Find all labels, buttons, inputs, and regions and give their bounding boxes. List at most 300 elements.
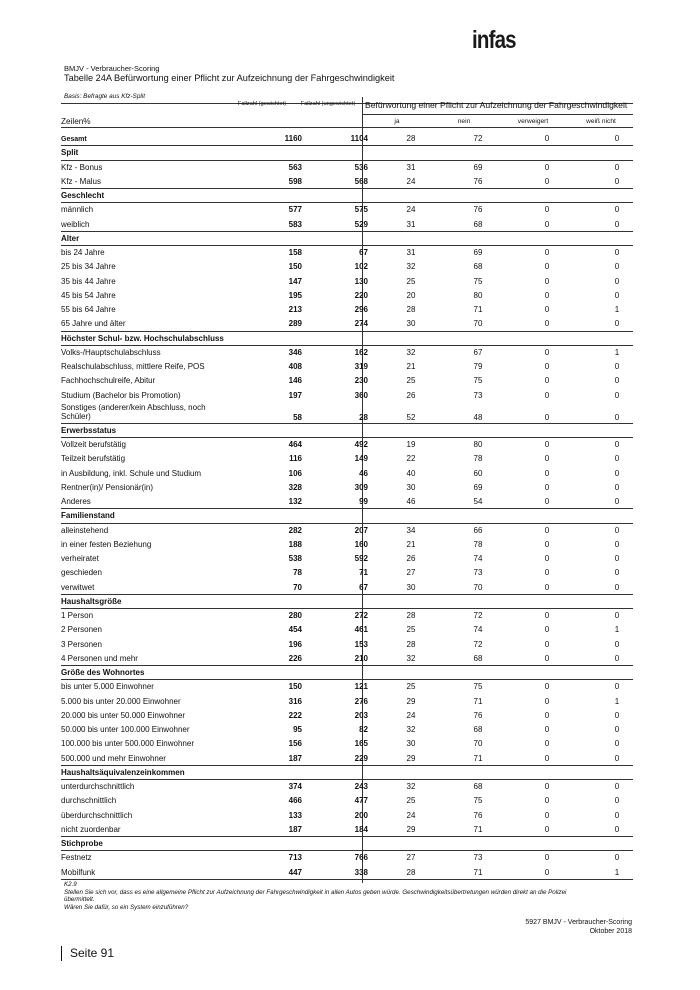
cell-fallzahl-unweighted: 207 [354, 525, 368, 535]
cell-fallzahl-unweighted: 338 [354, 867, 368, 877]
cell-fallzahl-unweighted: 492 [354, 440, 368, 449]
cell-nein: 71 [473, 753, 483, 763]
cell-fallzahl-weighted: 282 [288, 525, 302, 535]
table-row [61, 680, 633, 694]
cell-verweigert: 0 [544, 782, 550, 791]
cell-ja: 21 [406, 362, 416, 371]
cell-verweigert: 0 [544, 454, 550, 464]
header-weiss-nicht: weiß nicht [586, 118, 616, 125]
row-label: Teilzeit berufstätig [61, 454, 126, 464]
header-group: Befürwortung einer Pflicht zur Aufzeichnung der Fahrgeschwindigkeit [365, 100, 628, 110]
cell-weiss-nicht: 0 [614, 796, 620, 806]
cell-weiss-nicht: 0 [614, 290, 620, 300]
cell-fallzahl-weighted: 464 [288, 440, 302, 449]
cell-nein: 68 [473, 219, 483, 229]
footer-date: Oktober 2018 [589, 927, 632, 935]
section-header-row [61, 232, 633, 246]
cell-nein: 74 [473, 625, 483, 635]
cell-fallzahl-unweighted: 67 [359, 248, 368, 257]
cell-weiss-nicht: 0 [614, 248, 620, 257]
cell-fallzahl-unweighted: 477 [354, 796, 368, 806]
cell-nein: 68 [473, 782, 483, 791]
table-row [61, 609, 633, 623]
cell-weiss-nicht: 0 [614, 824, 620, 834]
section-header-row [61, 332, 633, 346]
cell-nein: 76 [473, 710, 483, 720]
row-label: 3 Personen [61, 639, 102, 649]
cell-nein: 69 [473, 248, 483, 257]
cell-fallzahl-weighted: 583 [288, 219, 302, 229]
table-row [61, 467, 633, 481]
cell-fallzahl-weighted: 713 [288, 853, 302, 863]
section-header-row [61, 595, 633, 609]
row-label: 500.000 und mehr Einwohner [61, 753, 166, 763]
row-label: geschieden [61, 568, 102, 578]
cell-weiss-nicht: 0 [614, 525, 620, 535]
cell-ja: 27 [406, 853, 416, 863]
table-row [61, 823, 633, 837]
cell-weiss-nicht: 1 [614, 696, 620, 706]
cell-weiss-nicht: 0 [614, 376, 620, 386]
cell-verweigert: 0 [544, 611, 550, 620]
cell-fallzahl-unweighted: 99 [359, 497, 368, 506]
cell-ja: 32 [406, 347, 416, 357]
cell-fallzahl-weighted: 188 [288, 539, 302, 549]
cell-ja: 29 [406, 824, 416, 834]
cell-nein: 71 [473, 305, 483, 314]
row-label: Realschulabschluss, mittlere Reife, POS [61, 362, 205, 371]
cell-nein: 76 [473, 176, 483, 186]
cell-nein: 70 [473, 319, 483, 329]
cell-fallzahl-weighted: 289 [288, 319, 302, 329]
cell-fallzahl-weighted: 187 [288, 824, 302, 834]
cell-fallzahl-weighted: 1160 [284, 134, 302, 143]
row-label: 35 bis 44 Jahre [61, 276, 116, 286]
section-header-row [61, 509, 633, 523]
cell-ja: 32 [406, 725, 416, 734]
table-row [61, 652, 633, 666]
cell-nein: 73 [473, 390, 483, 400]
cell-verweigert: 0 [544, 739, 550, 749]
cell-verweigert: 0 [544, 205, 550, 215]
row-label: männlich [61, 205, 94, 215]
cell-weiss-nicht: 0 [614, 205, 620, 215]
cell-fallzahl-unweighted: 220 [354, 290, 368, 300]
table-row [61, 175, 633, 189]
row-label: Erwerbsstatus [61, 425, 117, 435]
footnote-question-3: Wären Sie dafür, so ein System einzuführen? [64, 903, 189, 911]
cell-ja: 30 [406, 482, 416, 492]
cell-verweigert: 0 [544, 653, 550, 663]
cell-nein: 66 [473, 525, 483, 535]
cell-nein: 75 [473, 376, 483, 386]
cell-weiss-nicht: 0 [614, 262, 620, 272]
cell-ja: 46 [406, 497, 416, 506]
cell-verweigert: 0 [544, 412, 550, 422]
cell-nein: 54 [473, 497, 483, 506]
cell-fallzahl-unweighted: 309 [354, 482, 368, 492]
cell-weiss-nicht: 0 [614, 176, 620, 186]
table-row [61, 794, 633, 808]
header-verweigert: verweigert [517, 118, 549, 125]
row-label: Sonstiges (anderer/kein Abschluss, noch Schüler) [61, 402, 206, 421]
cell-verweigert: 0 [544, 525, 550, 535]
cell-weiss-nicht: 0 [614, 782, 620, 791]
infas-logo: infas [472, 26, 516, 54]
cell-fallzahl-weighted: 116 [289, 454, 302, 464]
cell-weiss-nicht: 1 [614, 625, 620, 635]
cell-nein: 72 [473, 611, 483, 620]
cell-fallzahl-unweighted: 360 [354, 390, 368, 400]
header-fallzahl-weighted: Fallzahl (gewichtet) [237, 101, 287, 107]
row-label: Vollzeit berufstätig [61, 440, 126, 449]
cell-fallzahl-unweighted: 272 [354, 611, 368, 620]
cell-ja: 24 [406, 176, 416, 186]
cell-verweigert: 0 [544, 810, 550, 820]
cell-nein: 69 [473, 482, 483, 492]
row-label: 1 Person [61, 611, 94, 620]
cell-fallzahl-weighted: 222 [288, 710, 302, 720]
cell-fallzahl-weighted: 195 [288, 290, 302, 300]
table-row [61, 866, 633, 880]
header-ja: ja [394, 118, 400, 125]
cell-fallzahl-unweighted: 184 [354, 824, 368, 834]
row-label: bis 24 Jahre [61, 248, 105, 257]
cell-weiss-nicht: 0 [614, 810, 620, 820]
cell-weiss-nicht: 0 [614, 454, 620, 464]
cell-fallzahl-unweighted: 149 [354, 454, 368, 464]
row-label: in Ausbildung, inkl. Schule und Studium [61, 468, 202, 478]
table-row [61, 452, 633, 466]
cell-ja: 19 [406, 440, 416, 449]
cell-nein: 75 [473, 276, 483, 286]
cell-verweigert: 0 [544, 162, 550, 172]
table-row [61, 317, 633, 331]
cell-ja: 28 [406, 867, 416, 877]
cell-ja: 40 [406, 468, 416, 478]
cell-nein: 68 [473, 262, 483, 272]
cell-verweigert: 0 [544, 440, 550, 449]
section-header-row [61, 766, 633, 780]
cell-ja: 29 [406, 696, 416, 706]
table-row [61, 389, 633, 403]
footnote-question-2: übermittelt. [64, 896, 95, 904]
cell-nein: 68 [473, 725, 483, 734]
cell-nein: 76 [473, 205, 483, 215]
row-label: Stichprobe [61, 839, 103, 848]
row-label: verheiratet [61, 554, 99, 563]
row-label: 100.000 bis unter 500.000 Einwohner [61, 739, 194, 749]
cell-verweigert: 0 [544, 682, 550, 692]
row-label: Familienstand [61, 511, 115, 521]
cell-fallzahl-unweighted: 296 [354, 305, 368, 314]
cell-verweigert: 0 [544, 290, 550, 300]
cell-ja: 32 [406, 653, 416, 663]
page-number: Seite 91 [70, 946, 115, 960]
cell-verweigert: 0 [544, 219, 550, 229]
row-label: Kfz - Bonus [61, 162, 103, 172]
table-row [61, 752, 633, 766]
footnote-code: K2.9 [64, 881, 77, 888]
cell-verweigert: 0 [544, 582, 550, 592]
project-name: BMJV - Verbraucher-Scoring [64, 64, 160, 73]
row-label: Mobilfunk [61, 867, 96, 877]
section-header-row [61, 837, 633, 851]
row-label: Alter [61, 233, 80, 243]
cell-nein: 78 [473, 539, 483, 549]
table-row [61, 438, 633, 452]
cell-fallzahl-weighted: 132 [288, 497, 302, 506]
cell-ja: 24 [406, 810, 416, 820]
cell-weiss-nicht: 1 [614, 305, 620, 314]
table-row [61, 809, 633, 823]
cell-verweigert: 0 [544, 710, 550, 720]
row-label: Fachhochschulreife, Abitur [61, 376, 156, 386]
cell-nein: 68 [473, 653, 483, 663]
cell-fallzahl-weighted: 466 [288, 796, 302, 806]
cell-fallzahl-unweighted: 162 [354, 347, 368, 357]
table-row [61, 403, 633, 424]
cell-fallzahl-weighted: 316 [288, 696, 302, 706]
row-label: Geschlecht [61, 191, 105, 200]
cell-weiss-nicht: 0 [614, 853, 620, 863]
cell-verweigert: 0 [544, 625, 550, 635]
cell-verweigert: 0 [544, 319, 550, 329]
cell-weiss-nicht: 0 [614, 611, 620, 620]
header-zeilen-prozent: Zeilen% [61, 117, 91, 126]
cell-weiss-nicht: 1 [614, 867, 620, 877]
row-label: Studium (Bachelor bis Promotion) [61, 390, 181, 400]
row-label: 20.000 bis unter 50.000 Einwohner [61, 710, 186, 720]
cell-fallzahl-weighted: 58 [293, 412, 302, 422]
cell-weiss-nicht: 0 [614, 482, 620, 492]
cell-ja: 28 [406, 611, 416, 620]
cell-weiss-nicht: 0 [614, 362, 620, 371]
cell-nein: 60 [473, 468, 483, 478]
cell-nein: 73 [473, 853, 483, 863]
cell-nein: 75 [473, 682, 483, 692]
cell-fallzahl-weighted: 563 [288, 162, 302, 172]
total-row [61, 132, 633, 146]
cell-fallzahl-weighted: 598 [288, 176, 302, 186]
row-label: bis unter 5.000 Einwohner [61, 682, 154, 692]
cell-fallzahl-unweighted: 130 [354, 276, 368, 286]
cell-weiss-nicht: 0 [614, 162, 620, 172]
cell-fallzahl-weighted: 196 [288, 639, 302, 649]
cell-nein: 74 [473, 554, 483, 563]
row-label: 50.000 bis unter 100.000 Einwohner [61, 725, 190, 734]
row-label: Haushaltsäquivalenzeinkommen [61, 767, 185, 777]
row-label: Kfz - Malus [61, 176, 102, 186]
cell-fallzahl-unweighted: 274 [354, 319, 368, 329]
table-row [61, 581, 633, 595]
cell-verweigert: 0 [544, 482, 550, 492]
cell-fallzahl-unweighted: 121 [354, 682, 368, 692]
cell-fallzahl-unweighted: 243 [354, 782, 368, 791]
cell-verweigert: 0 [544, 362, 550, 371]
table-row [61, 275, 633, 289]
row-label: 2 Personen [61, 625, 102, 635]
cell-fallzahl-unweighted: 203 [354, 710, 368, 720]
footer-project-line: 5927 BMJV - Verbraucher-Scoring [525, 919, 632, 926]
row-label: überdurchschnittlich [61, 810, 133, 820]
cell-verweigert: 0 [544, 539, 550, 549]
table-row [61, 161, 633, 175]
cell-weiss-nicht: 0 [614, 568, 620, 578]
row-label: Volks-/Hauptschulabschluss [61, 347, 161, 357]
row-label: alleinstehend [61, 525, 109, 535]
cell-nein: 76 [473, 810, 483, 820]
cell-fallzahl-unweighted: 160 [354, 539, 368, 549]
cell-ja: 21 [406, 539, 416, 549]
row-label: Größe des Wohnortes [61, 668, 145, 677]
cell-weiss-nicht: 0 [614, 582, 620, 592]
row-rule [61, 879, 633, 880]
cell-nein: 72 [473, 134, 483, 143]
cell-verweigert: 0 [544, 276, 550, 286]
section-header-row [61, 666, 633, 680]
row-label: Höchster Schul- bzw. Hochschulabschluss [61, 333, 224, 343]
cell-verweigert: 0 [544, 554, 550, 563]
table-row [61, 260, 633, 274]
cell-ja: 31 [406, 162, 416, 172]
cell-fallzahl-unweighted: 592 [354, 554, 368, 563]
row-label: in einer festen Beziehung [61, 539, 152, 549]
table-row [61, 495, 633, 509]
cell-fallzahl-weighted: 147 [288, 276, 302, 286]
table-row [61, 303, 633, 317]
cell-nein: 69 [473, 162, 483, 172]
cell-fallzahl-unweighted: 1104 [350, 134, 368, 143]
cell-fallzahl-unweighted: 319 [354, 362, 368, 371]
cell-ja: 52 [406, 412, 416, 422]
cell-fallzahl-weighted: 197 [288, 390, 302, 400]
cell-fallzahl-unweighted: 229 [354, 753, 368, 763]
cell-nein: 79 [473, 362, 483, 371]
cell-nein: 67 [473, 347, 483, 357]
cell-fallzahl-weighted: 280 [288, 611, 302, 620]
row-label: Split [61, 148, 79, 158]
cell-ja: 28 [406, 639, 416, 649]
cell-verweigert: 0 [544, 639, 550, 649]
cell-verweigert: 0 [544, 347, 550, 357]
cell-weiss-nicht: 0 [614, 539, 620, 549]
table-row [61, 709, 633, 723]
cell-fallzahl-weighted: 447 [288, 867, 302, 877]
cell-ja: 25 [406, 625, 416, 635]
cell-verweigert: 0 [544, 497, 550, 506]
table-row [61, 481, 633, 495]
cell-fallzahl-weighted: 577 [288, 205, 302, 215]
row-label: 65 Jahre und älter [61, 319, 126, 329]
cell-weiss-nicht: 0 [614, 276, 620, 286]
cell-fallzahl-weighted: 156 [288, 739, 302, 749]
cell-weiss-nicht: 1 [614, 347, 620, 357]
cell-fallzahl-unweighted: 165 [354, 739, 368, 749]
cell-nein: 78 [473, 454, 483, 464]
row-label: 55 bis 64 Jahre [61, 305, 116, 314]
row-label: Rentner(in)/ Pensionär(in) [61, 482, 154, 492]
table-row [61, 538, 633, 552]
cell-fallzahl-weighted: 213 [288, 305, 302, 314]
cell-ja: 28 [406, 134, 416, 143]
cell-ja: 34 [406, 525, 416, 535]
section-header-row [61, 146, 633, 160]
row-label: verwitwet [61, 582, 95, 592]
cell-verweigert: 0 [544, 568, 550, 578]
cell-nein: 80 [473, 290, 483, 300]
table-row [61, 623, 633, 637]
table-row [61, 552, 633, 566]
table-row [61, 566, 633, 580]
cell-ja: 25 [406, 796, 416, 806]
cell-fallzahl-weighted: 454 [288, 625, 302, 635]
cell-ja: 30 [406, 319, 416, 329]
cell-nein: 71 [473, 867, 483, 877]
cell-weiss-nicht: 0 [614, 725, 620, 734]
cell-weiss-nicht: 0 [614, 497, 620, 506]
cell-weiss-nicht: 0 [614, 753, 620, 763]
cell-ja: 31 [406, 248, 416, 257]
cell-fallzahl-unweighted: 529 [354, 219, 368, 229]
cell-ja: 30 [406, 582, 416, 592]
table-row [61, 524, 633, 538]
row-label: 25 bis 34 Jahre [61, 262, 116, 272]
cell-fallzahl-weighted: 187 [288, 753, 302, 763]
cell-ja: 27 [406, 568, 416, 578]
cell-ja: 20 [406, 290, 416, 300]
cell-ja: 25 [406, 682, 416, 692]
footnote [64, 881, 634, 911]
row-label: weiblich [61, 219, 90, 229]
cell-weiss-nicht: 0 [614, 390, 620, 400]
row-label: 45 bis 54 Jahre [61, 290, 116, 300]
section-header-row [61, 189, 633, 203]
cell-nein: 75 [473, 796, 483, 806]
cell-fallzahl-unweighted: 82 [359, 725, 368, 734]
footnote-question-1: Stellen Sie sich vor, dass es eine allgemeine Pflicht zur Aufzeichnung der Fahrgeschwindigkeit in allen Autos geben würde. Geschwindigkeitsübertretungen würden direkt an die Polizei [64, 888, 567, 896]
cell-verweigert: 0 [544, 248, 550, 257]
table-row [61, 737, 633, 751]
cell-fallzahl-unweighted: 67 [359, 582, 368, 592]
cell-weiss-nicht: 0 [614, 412, 620, 422]
cell-verweigert: 0 [544, 468, 550, 478]
row-label: nicht zuordenbar [61, 824, 121, 834]
header-fallzahl-unweighted: Fallzahl (ungewichtet) [300, 101, 356, 107]
cell-fallzahl-unweighted: 210 [354, 653, 368, 663]
cell-ja: 24 [406, 710, 416, 720]
row-label: Gesamt [61, 136, 87, 143]
table-row [61, 246, 633, 260]
table-row [61, 218, 633, 232]
cell-fallzahl-unweighted: 71 [359, 568, 368, 578]
cell-nein: 71 [473, 824, 483, 834]
cell-verweigert: 0 [544, 753, 550, 763]
table-row [61, 203, 633, 217]
cell-fallzahl-unweighted: 46 [359, 468, 368, 478]
cell-fallzahl-unweighted: 575 [354, 205, 368, 215]
footer-project [525, 919, 632, 936]
table-row [61, 289, 633, 303]
cell-weiss-nicht: 0 [614, 219, 620, 229]
table-row [61, 374, 633, 388]
cell-fallzahl-unweighted: 461 [354, 625, 368, 635]
table-title: Tabelle 24A Befürwortung einer Pflicht zur Aufzeichnung der Fahrgeschwindigkeit [64, 73, 395, 83]
table-row [61, 346, 633, 360]
cell-fallzahl-unweighted: 28 [359, 412, 368, 422]
table-row [61, 360, 633, 374]
header-bottom-rule [61, 127, 633, 128]
